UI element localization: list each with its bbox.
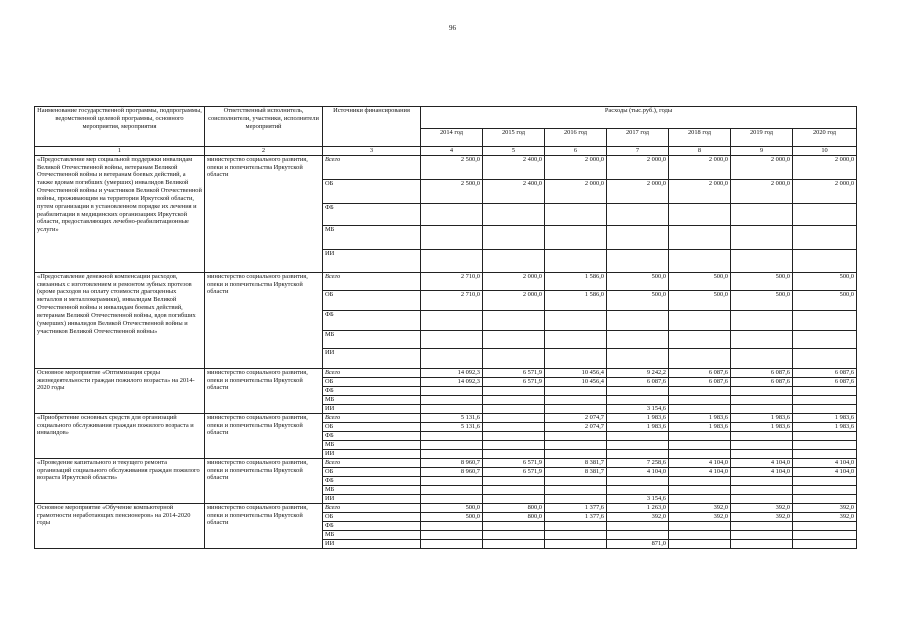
funding-source: ФБ [323,476,421,485]
expense-value: 4 104,0 [731,467,793,476]
expense-value: 392,0 [731,512,793,521]
expense-value [483,225,545,249]
expense-value: 500,0 [421,503,483,512]
financing-table [34,106,857,549]
expense-value: 1 263,0 [607,503,669,512]
expense-value [483,530,545,539]
expense-value [545,539,607,548]
expense-value [793,249,857,272]
expense-value: 1 586,0 [545,290,607,310]
expense-value: 392,0 [731,503,793,512]
expense-value: 2 000,0 [607,155,669,179]
program-name: «Приобретение основных средств для организаций социального обслуживания граждан пожилого возраста и инвалидов» [35,413,205,458]
expense-value [669,521,731,530]
funding-source: ИИ [323,449,421,458]
expense-value [669,395,731,404]
expense-value: 6 571,9 [483,368,545,377]
expense-value: 4 104,0 [793,458,857,467]
expense-value [421,330,483,348]
expense-value: 392,0 [793,503,857,512]
funding-source: ФБ [323,310,421,330]
expense-value: 2 500,0 [421,179,483,203]
funding-source: МБ [323,530,421,539]
expense-value [669,431,731,440]
expense-value: 9 242,2 [607,368,669,377]
expense-value: 800,0 [483,503,545,512]
expense-value [607,449,669,458]
expense-value [421,530,483,539]
expense-value: 2 074,7 [545,422,607,431]
funding-source: ФБ [323,203,421,225]
expense-value [421,449,483,458]
expense-value [545,348,607,368]
expense-value: 6 087,6 [793,368,857,377]
expense-value [483,203,545,225]
expense-value: 6 087,6 [731,368,793,377]
expense-value: 4 104,0 [669,458,731,467]
expense-value [421,485,483,494]
expense-value [731,494,793,503]
program-name: «Проведение капитального и текущего ремонта организаций социального обслуживания граждан пожилого возраста Иркутской области» [35,458,205,503]
expense-value [731,330,793,348]
responsible-executor: министерство социального развития, опеки и попечительства Иркутской области [205,413,323,458]
table-row [35,368,857,377]
expense-value: 7 258,6 [607,458,669,467]
expense-value: 6 571,9 [483,458,545,467]
table-row [35,272,857,290]
funding-source: ИИ [323,249,421,272]
funding-source: Всего [323,368,421,377]
funding-source: Всего [323,155,421,179]
expense-value [607,386,669,395]
expense-value: 2 000,0 [731,155,793,179]
expense-value [607,530,669,539]
expense-value [669,249,731,272]
expense-value: 2 000,0 [731,179,793,203]
responsible-executor: министерство социального развития, опеки и попечительства Иркутской области [205,458,323,503]
expense-value [607,485,669,494]
expense-value [607,395,669,404]
table-row [35,155,857,179]
expense-value [669,539,731,548]
column-number: 3 [323,147,421,156]
expense-value [731,404,793,413]
expense-value [545,449,607,458]
funding-source: ОБ [323,290,421,310]
expense-value: 4 104,0 [669,467,731,476]
expense-value: 1 377,6 [545,503,607,512]
column-number: 4 [421,147,483,156]
funding-source: Всего [323,458,421,467]
expense-value: 2 000,0 [793,179,857,203]
expense-value [421,348,483,368]
expense-value [731,521,793,530]
expense-value [483,521,545,530]
expense-value [545,330,607,348]
expense-value [731,348,793,368]
expense-value [545,440,607,449]
expense-value [793,476,857,485]
expense-value [483,249,545,272]
expense-value [669,449,731,458]
expense-value [483,386,545,395]
expense-value [545,386,607,395]
expense-value [607,310,669,330]
expense-value: 392,0 [669,503,731,512]
expense-value: 500,0 [607,272,669,290]
expense-value: 2 400,0 [483,155,545,179]
expense-value: 8 960,7 [421,467,483,476]
expense-value [545,530,607,539]
expense-value [793,330,857,348]
expense-value [731,485,793,494]
expense-value: 1 983,6 [669,413,731,422]
expense-value [731,431,793,440]
column-number: 7 [607,147,669,156]
expense-value [793,395,857,404]
expense-value: 1 983,6 [607,422,669,431]
expense-value: 2 000,0 [545,179,607,203]
expense-value [607,440,669,449]
expense-value [669,485,731,494]
expense-value [421,249,483,272]
expense-value [793,539,857,548]
funding-source: ОБ [323,179,421,203]
expense-value [607,431,669,440]
expense-value [731,530,793,539]
expense-value: 1 983,6 [793,413,857,422]
column-number: 8 [669,147,731,156]
expense-value [731,310,793,330]
responsible-executor: министерство социального развития, опеки и попечительства Иркутской области [205,503,323,548]
expense-value: 4 104,0 [607,467,669,476]
expense-value [607,476,669,485]
funding-source: ОБ [323,377,421,386]
expense-value: 2 000,0 [669,179,731,203]
expense-value [793,521,857,530]
header-expenses: Расходы (тыс.руб.), годы [421,107,857,129]
expense-value [545,485,607,494]
expense-value [483,431,545,440]
expense-value [731,395,793,404]
expense-value: 1 983,6 [731,413,793,422]
expense-value [545,476,607,485]
expense-value [483,310,545,330]
expense-value [793,449,857,458]
expense-value [731,386,793,395]
expense-value [483,440,545,449]
funding-source: МБ [323,485,421,494]
funding-source: Всего [323,413,421,422]
responsible-executor: министерство социального развития, опеки и попечительства Иркутской области [205,368,323,413]
expense-value: 2 000,0 [669,155,731,179]
expense-value [483,348,545,368]
expense-value: 5 131,6 [421,413,483,422]
expense-value: 2 710,0 [421,290,483,310]
expense-value [545,404,607,413]
funding-source: ФБ [323,386,421,395]
expense-value: 8 381,7 [545,467,607,476]
expense-value: 500,0 [793,290,857,310]
expense-value [669,494,731,503]
expense-value: 4 104,0 [731,458,793,467]
program-name: «Предоставление мер социальной поддержки инвалидам Великой Отечественной войны, ветеранам Великой Отечественной войны и ветеранам боевых действий, а также вдовам погибших (умерших) инвалидов Великой Отечественной войны и участников Великой Отечественной войны, проживающим на территории Иркутской области, путем организации в установленном порядке их лечения и реабилитации в медицинских организациях Иркутской области, предоставляющих лечебно-реабилитационные услуги» [35,155,205,272]
expense-value [421,440,483,449]
expense-value: 6 571,9 [483,467,545,476]
expense-value [607,348,669,368]
expense-value [421,404,483,413]
expense-value [731,476,793,485]
expense-value: 500,0 [669,272,731,290]
expense-value [731,249,793,272]
funding-source: ОБ [323,467,421,476]
expense-value [421,521,483,530]
header-year: 2015 год [483,129,545,147]
expense-value [483,404,545,413]
expense-value [483,449,545,458]
expense-value: 14 092,3 [421,368,483,377]
expense-value [669,404,731,413]
expense-value [669,476,731,485]
expense-value: 392,0 [607,512,669,521]
expense-value [607,521,669,530]
expense-value: 6 087,6 [669,368,731,377]
expense-value: 6 571,9 [483,377,545,386]
expense-value [793,386,857,395]
expense-value [793,348,857,368]
expense-value [421,310,483,330]
expense-value: 10 456,4 [545,368,607,377]
expense-value [793,431,857,440]
expense-value: 14 092,3 [421,377,483,386]
expense-value: 1 377,6 [545,512,607,521]
expense-value [731,440,793,449]
expense-value [669,203,731,225]
funding-source: Всего [323,503,421,512]
funding-source: ОБ [323,512,421,521]
responsible-executor: министерство социального развития, опеки и попечительства Иркутской области [205,272,323,368]
expense-value: 4 104,0 [793,467,857,476]
expense-value: 500,0 [731,290,793,310]
page-number: 96 [449,24,456,32]
expense-value [669,330,731,348]
expense-value: 1 983,6 [607,413,669,422]
funding-source: ФБ [323,431,421,440]
expense-value: 8 381,7 [545,458,607,467]
expense-value: 10 456,4 [545,377,607,386]
expense-value: 6 087,6 [731,377,793,386]
expense-value [731,203,793,225]
header-year: 2018 год [669,129,731,147]
expense-value: 2 500,0 [421,155,483,179]
expense-value [483,422,545,431]
expense-value: 8 960,7 [421,458,483,467]
expense-value: 500,0 [669,290,731,310]
funding-source: ИИ [323,348,421,368]
expense-value [483,494,545,503]
expense-value [731,225,793,249]
expense-value [545,494,607,503]
funding-source: Всего [323,272,421,290]
expense-value [669,225,731,249]
expense-value: 2 074,7 [545,413,607,422]
header-program: Наименование государственной программы, подпрограммы, ведомственной целевой программы, основного мероприятия, мероприятия [35,107,205,147]
expense-value [793,440,857,449]
funding-source: ИИ [323,494,421,503]
expense-value [545,249,607,272]
expense-value [421,494,483,503]
table-row [35,458,857,467]
expense-value [421,225,483,249]
expense-value: 6 087,6 [793,377,857,386]
expense-value [421,476,483,485]
expense-value [483,485,545,494]
expense-value [483,330,545,348]
column-number: 1 [35,147,205,156]
expense-value [669,386,731,395]
expense-value: 1 983,6 [669,422,731,431]
column-number: 6 [545,147,607,156]
expense-value [793,203,857,225]
funding-source: ИИ [323,404,421,413]
expense-value [669,440,731,449]
expense-value: 3 154,6 [607,404,669,413]
funding-source: МБ [323,395,421,404]
expense-value: 5 131,6 [421,422,483,431]
expense-value [483,395,545,404]
expense-value [669,530,731,539]
expense-value [607,225,669,249]
funding-source: ФБ [323,521,421,530]
header-responsible: Ответственный исполнитель, соисполнители, участники, исполнители мероприятий [205,107,323,147]
responsible-executor: министерство социального развития, опеки и попечительства Иркутской области [205,155,323,272]
expense-value [793,494,857,503]
expense-value: 6 087,6 [607,377,669,386]
expense-value [421,539,483,548]
funding-source: МБ [323,330,421,348]
expense-value: 2 000,0 [483,290,545,310]
program-name: «Предоставление денежной компенсации расходов, связанных с изготовлением и ремонтом зубных протезов (кроме расходов на оплату стоимости драгоценных металлов и металлокерамики), инвалидам Великой Отечественной войны и инвалидам боевых действий, ветеранам Великой Отечественной войны, вдов погибших (умерших) инвалидов Великой Отечественной войны и участников Великой Отечественной войны» [35,272,205,368]
expense-value: 392,0 [669,512,731,521]
expense-value: 392,0 [793,512,857,521]
expense-value: 500,0 [421,512,483,521]
expense-value: 500,0 [793,272,857,290]
expense-value: 3 154,6 [607,494,669,503]
column-number: 5 [483,147,545,156]
expense-value [421,386,483,395]
expense-value [545,203,607,225]
expense-value [793,225,857,249]
program-name: Основное мероприятие «Обучение компьютерной грамотности неработающих пенсионеров» на 2014-2020 годы [35,503,205,548]
expense-value [483,413,545,422]
program-name: Основное мероприятие «Оптимизация среды жизнедеятельности граждан пожилого возраста» на 2014-2020 годы [35,368,205,413]
column-number: 9 [731,147,793,156]
expense-value [793,530,857,539]
column-number: 10 [793,147,857,156]
expense-value [731,449,793,458]
funding-source: ОБ [323,422,421,431]
header-year: 2020 год [793,129,857,147]
table-body [35,155,857,548]
funding-source: МБ [323,440,421,449]
header-year: 2014 год [421,129,483,147]
header-year: 2019 год [731,129,793,147]
expense-value [421,431,483,440]
expense-value [545,395,607,404]
expense-value [545,310,607,330]
expense-value [421,203,483,225]
expense-value: 1 586,0 [545,272,607,290]
expense-value [483,476,545,485]
funding-source: МБ [323,225,421,249]
table-row [35,413,857,422]
expense-value [669,310,731,330]
expense-value: 1 983,6 [793,422,857,431]
expense-value [731,539,793,548]
expense-value: 2 710,0 [421,272,483,290]
expense-value: 2 400,0 [483,179,545,203]
header-year: 2017 год [607,129,669,147]
funding-source: ИИ [323,539,421,548]
expense-value: 2 000,0 [793,155,857,179]
header-year: 2016 год [545,129,607,147]
expense-value [545,431,607,440]
expense-value [793,310,857,330]
expense-value [483,539,545,548]
expense-value: 2 000,0 [483,272,545,290]
expense-value [421,395,483,404]
expense-value [545,225,607,249]
column-number: 2 [205,147,323,156]
expense-value [545,521,607,530]
expense-value: 800,0 [483,512,545,521]
expense-value: 2 000,0 [607,179,669,203]
table-row [35,503,857,512]
expense-value: 871,0 [607,539,669,548]
expense-value: 6 087,6 [669,377,731,386]
expense-value: 500,0 [607,290,669,310]
header-sources: Источники финансирования [323,107,421,147]
expense-value [793,485,857,494]
expense-value: 2 000,0 [545,155,607,179]
expense-value [607,203,669,225]
expense-value [607,330,669,348]
expense-value [607,249,669,272]
expense-value: 1 983,6 [731,422,793,431]
expense-value [669,348,731,368]
expense-value: 500,0 [731,272,793,290]
expense-value [793,404,857,413]
